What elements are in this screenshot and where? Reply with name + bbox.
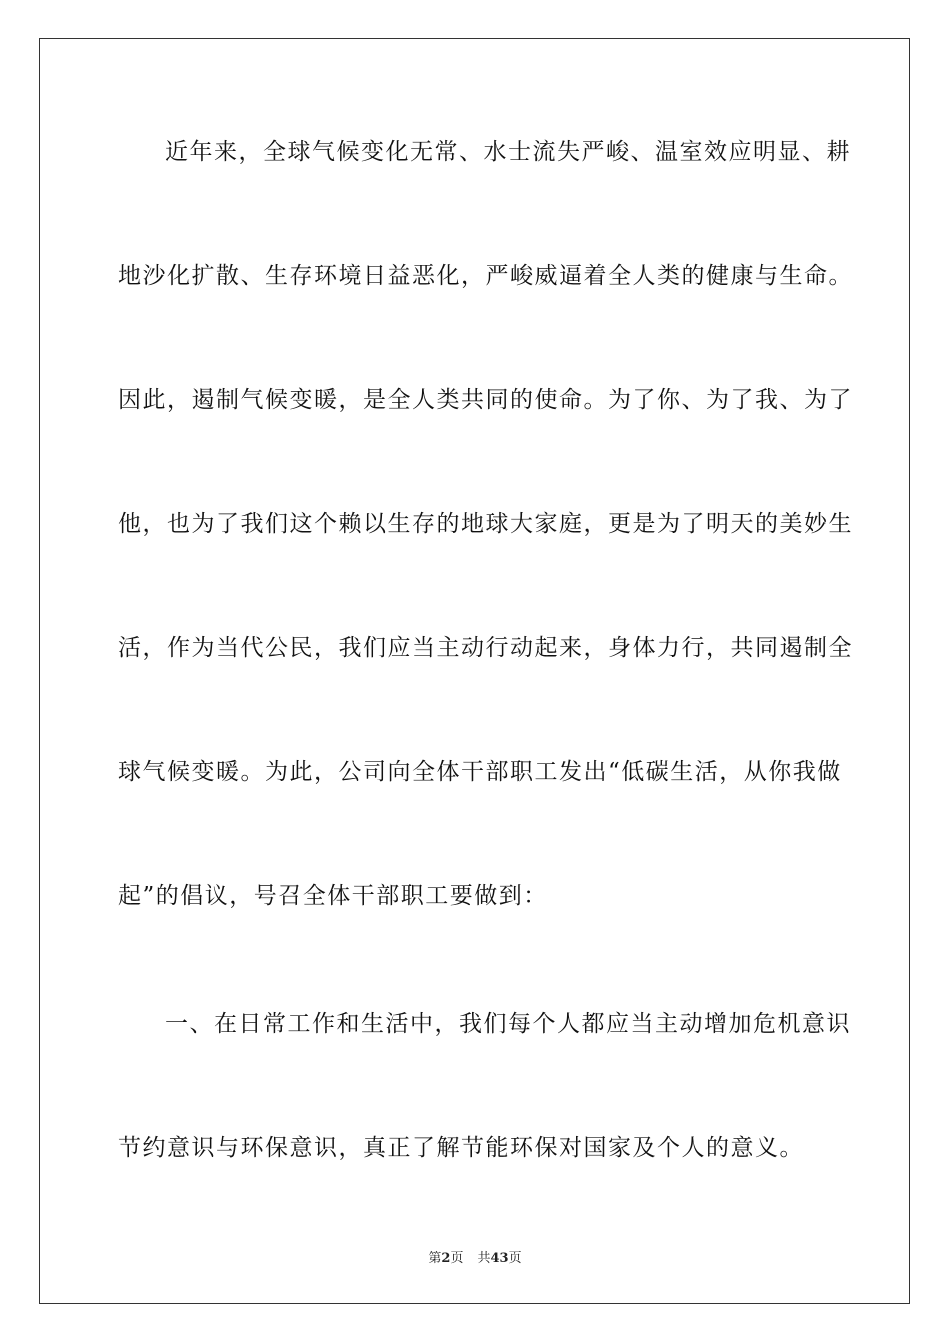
paragraph-line: 近年来，全球气候变化无常、水士流失严峻、温室效应明显、耕 (165, 139, 851, 165)
total-pages: 43 (490, 1251, 509, 1266)
paragraph-line: 地沙化扩散、生存环境日益恶化，严峻威逼着全人类的健康与生命。 (118, 263, 853, 289)
page-number: 2 (441, 1251, 451, 1266)
paragraph-line: 他，也为了我们这个赖以生存的地球大家庭，更是为了明天的美妙生 (118, 511, 853, 537)
paragraph-line: 因此，遏制气候变暖，是全人类共同的使命。为了你、为了我、为了 (118, 387, 853, 413)
total-suffix: 页 (508, 1251, 522, 1266)
paragraph-line: 活，作为当代公民，我们应当主动行动起来，身体力行，共同遏制全 (118, 635, 853, 661)
paragraph-line: 节约意识与环保意识，真正了解节能环保对国家及个人的意义。 (118, 1135, 804, 1161)
paragraph-line: 球气候变暖。为此，公司向全体干部职工发出“低碳生活，从你我做 (118, 759, 842, 785)
page-border (39, 38, 910, 1304)
page-suffix: 页 (450, 1251, 464, 1266)
page-footer (0, 1247, 950, 1266)
paragraph-line: 起”的倡议，号召全体干部职工要做到： (118, 883, 548, 909)
total-prefix: 共 (477, 1251, 491, 1266)
paragraph-line: 一、在日常工作和生活中，我们每个人都应当主动增加危机意识 (165, 1011, 851, 1037)
page-prefix: 第 (428, 1251, 442, 1266)
